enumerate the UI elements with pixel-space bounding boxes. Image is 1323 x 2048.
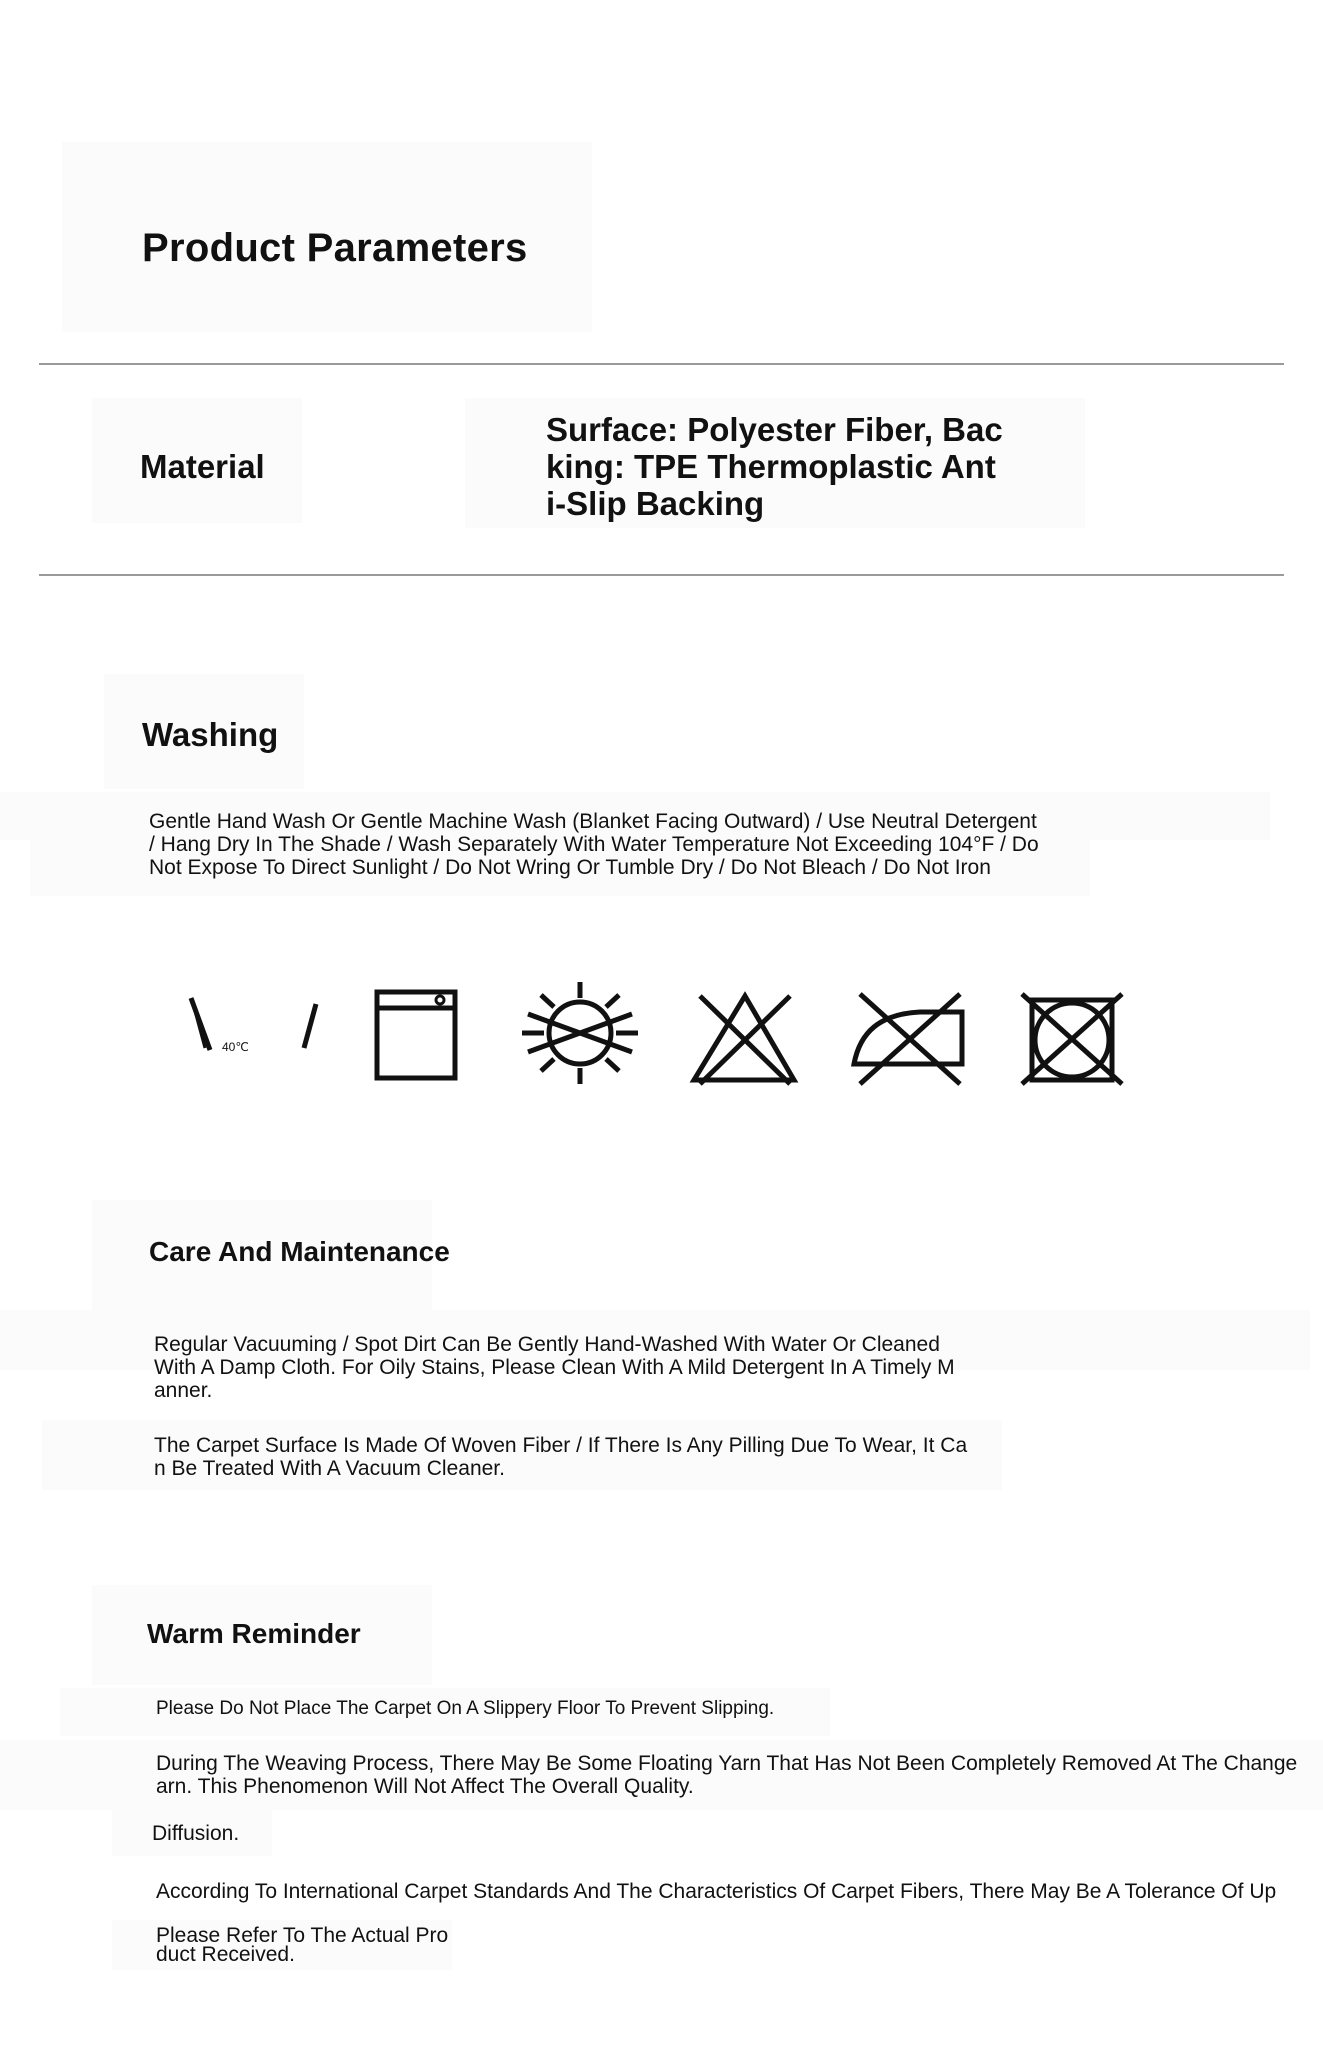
care-paragraph-1: Regular Vacuuming / Spot Dirt Can Be Gently Hand-Washed With Water Or Cleaned With A Damp Cloth. For Oily Stains, Please Clean With A Mild Detergent In A Timely M anner. (154, 1333, 955, 1402)
divider (39, 363, 1284, 365)
temperature-label: 40℃ (222, 1040, 249, 1054)
page-title: Product Parameters (142, 226, 528, 270)
reminder-line-5: Please Refer To The Actual Pro duct Received. (156, 1924, 449, 1966)
reminder-line-1: Please Do Not Place The Carpet On A Slippery Floor To Prevent Slipping. (156, 1698, 775, 1719)
reminder-title: Warm Reminder (147, 1618, 361, 1649)
no-bleach-icon (690, 992, 800, 1087)
material-label: Material (140, 448, 265, 485)
no-sun-dry-icon (520, 978, 640, 1088)
material-value: Surface: Polyester Fiber, Bac king: TPE Thermoplastic Ant i-Slip Backing (546, 411, 1003, 522)
no-tumble-dry-icon (1020, 992, 1125, 1087)
no-iron-icon (850, 992, 970, 1087)
reminder-line-2: During The Weaving Process, There May Be Some Floating Yarn That Has Not Been Completely Removed At The Change arn. This Phenomenon Will Not Affect The Overall Quality. (156, 1752, 1298, 1798)
machine-wash-icon (375, 990, 457, 1082)
hand-wash-40c-icon (186, 998, 326, 1078)
reminder-line-3: Diffusion. (152, 1822, 240, 1845)
divider (39, 574, 1284, 576)
care-icons-row (0, 980, 1323, 1090)
care-paragraph-2: The Carpet Surface Is Made Of Woven Fiber / If There Is Any Pilling Due To Wear, It Ca n Be Treated With A Vacuum Cleaner. (154, 1434, 968, 1480)
care-title: Care And Maintenance (149, 1236, 450, 1267)
reminder-line-4: According To International Carpet Standards And The Characteristics Of Carpet Fibers, There May Be A Tolerance Of Up (156, 1880, 1277, 1903)
washing-instructions: Gentle Hand Wash Or Gentle Machine Wash (Blanket Facing Outward) / Use Neutral Detergent / Hang Dry In The Shade / Wash Separately With Water Temperature Not Exceeding 104°F / Do Not Expose To Direct Sunlight / Do Not Wring Or Tumble Dry / Do Not Bleach / Do Not Iron (149, 810, 1039, 879)
washing-title: Washing (142, 716, 279, 753)
